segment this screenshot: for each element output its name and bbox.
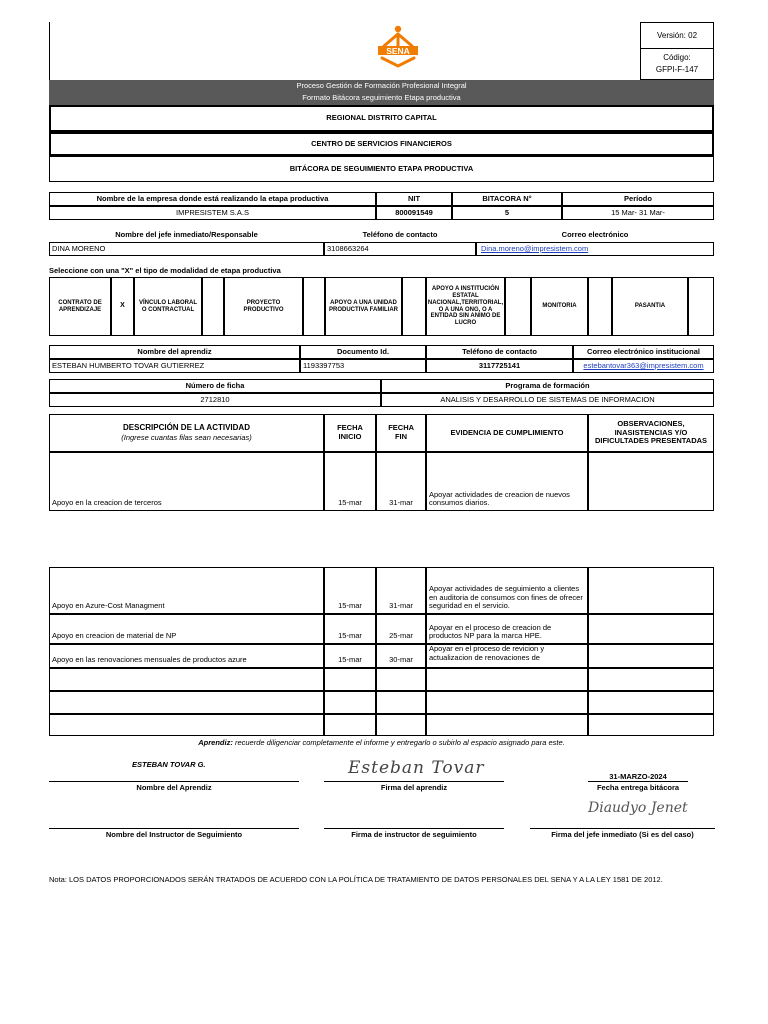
modality-contrato: CONTRATO DE APRENDIZAJE bbox=[49, 277, 111, 336]
reminder-bold: Aprendiz: bbox=[198, 738, 233, 747]
activity-desc-cell: Apoyo en la creacion de terceros bbox=[49, 452, 324, 511]
instructor-signature-label: Firma de instructor de seguimiento bbox=[351, 830, 477, 839]
boss-phone-label: Teléfono de contacto bbox=[362, 230, 438, 239]
apprentice-name-label: Nombre del Aprendiz bbox=[136, 783, 212, 792]
modality-apoyo-institucion: APOYO A INSTITUCIÓN ESTATAL NACIONAL,TERRITORIAL, O A UNA ONG, O A ENTIDAD SIN ANIMO DE LUCRO bbox=[426, 277, 505, 336]
activity-desc-cell: Apoyo en Azure-Cost Managment bbox=[49, 567, 324, 614]
boss-email-link[interactable]: Dina.moreno@impresistem.com bbox=[481, 243, 589, 253]
apprentice-doc-value: 1193397753 bbox=[300, 359, 426, 373]
modality-apoyo-institucion-mark[interactable] bbox=[505, 277, 531, 336]
apprentice-name-value: ESTEBAN HUMBERTO TOVAR GUTIERREZ bbox=[49, 359, 300, 373]
apprentice-name-label: Nombre del aprendiz bbox=[49, 345, 300, 359]
activity-empty-cell[interactable] bbox=[324, 691, 376, 714]
activity-evidence-cell: Apoyar en el proceso de creacion de productos NP para la marca HPE. bbox=[426, 614, 588, 644]
activity-empty-cell[interactable] bbox=[376, 714, 426, 736]
activity-empty-cell[interactable] bbox=[426, 714, 588, 736]
regional-title: REGIONAL DISTRITO CAPITAL bbox=[49, 105, 714, 132]
instructor-signature-line bbox=[324, 828, 504, 829]
activity-empty-cell[interactable] bbox=[376, 668, 426, 691]
activity-end-cell: 31-mar bbox=[376, 567, 426, 614]
modality-pasantia-mark[interactable] bbox=[688, 277, 714, 336]
version-divider bbox=[640, 48, 714, 49]
centro-title: CENTRO DE SERVICIOS FINANCIEROS bbox=[49, 132, 714, 156]
delivery-date-label: Fecha entrega bitácora bbox=[596, 783, 680, 792]
instructor-name-label: Nombre del Instructor de Seguimiento bbox=[105, 830, 243, 839]
delivery-date-line bbox=[588, 781, 688, 782]
program-value: ANALISIS Y DESARROLLO DE SISTEMAS DE INFORMACION bbox=[381, 393, 714, 407]
modality-contrato-mark[interactable]: X bbox=[111, 277, 134, 336]
sena-logo-text: SENA bbox=[386, 46, 410, 56]
activity-empty-cell[interactable] bbox=[376, 691, 426, 714]
activity-empty-cell[interactable] bbox=[426, 691, 588, 714]
apprentice-phone-value: 3117725141 bbox=[426, 359, 573, 373]
apprentice-doc-label: Documento Id. bbox=[300, 345, 426, 359]
modality-vinculo-mark[interactable] bbox=[202, 277, 224, 336]
boss-signature: Diaudyo Jenet bbox=[588, 800, 688, 816]
apprentice-email-label: Correo electrónico institucional bbox=[573, 345, 714, 359]
activity-end-header: FECHA FIN bbox=[376, 414, 426, 452]
activity-empty-cell[interactable] bbox=[588, 668, 714, 691]
activity-obs-header: OBSERVACIONES, INASISTENCIAS Y/O DIFICULTADES PRESENTADAS bbox=[588, 414, 714, 452]
ficha-value: 2712810 bbox=[49, 393, 381, 407]
activity-start-cell: 15-mar bbox=[324, 614, 376, 644]
sena-logo bbox=[374, 24, 422, 68]
boss-signature-line bbox=[530, 828, 715, 829]
activity-obs-cell bbox=[588, 452, 714, 511]
activity-evidence-cell: Apoyar actividades de seguimiento a clientes en auditoria de consumos con fines de ofrecer seguridad en el servicio. bbox=[426, 567, 588, 614]
activity-start-cell: 15-mar bbox=[324, 452, 376, 511]
modality-monitoria: MONITORIA bbox=[531, 277, 588, 336]
apprentice-email-value[interactable] bbox=[573, 359, 714, 373]
modality-monitoria-mark[interactable] bbox=[588, 277, 612, 336]
ficha-label: Número de ficha bbox=[49, 379, 381, 393]
activity-desc-label: DESCRIPCIÓN DE LA ACTIVIDAD bbox=[123, 423, 250, 433]
modality-pasantia: PASANTIA bbox=[612, 277, 688, 336]
activity-evidence-header: EVIDENCIA DE CUMPLIMIENTO bbox=[426, 414, 588, 452]
boss-email-value[interactable] bbox=[476, 242, 714, 256]
boss-email-label: Correo electrónico bbox=[561, 230, 629, 239]
activity-desc-header bbox=[49, 414, 324, 452]
apprentice-email-link[interactable]: estebantovar363@impresistem.com bbox=[583, 360, 704, 370]
activity-end-cell: 25-mar bbox=[376, 614, 426, 644]
activity-evidence-cell: Apoyar actividades de creacion de nuevos consumos diarios. bbox=[426, 452, 588, 511]
periodo-label: Período bbox=[562, 192, 714, 206]
program-label: Programa de formación bbox=[381, 379, 714, 393]
header-left-border bbox=[49, 22, 50, 80]
apprentice-signature: Esteban Tovar bbox=[348, 758, 485, 778]
modality-proyecto-mark[interactable] bbox=[303, 277, 325, 336]
activity-start-cell: 15-mar bbox=[324, 644, 376, 668]
activity-empty-cell[interactable] bbox=[49, 668, 324, 691]
activity-empty-cell[interactable] bbox=[49, 691, 324, 714]
code-value: GFPI-F-147 bbox=[655, 65, 699, 74]
activity-obs-cell bbox=[588, 644, 714, 668]
boss-signature-label: Firma del jefe inmediato (Si es del caso) bbox=[551, 830, 694, 839]
code-label: Código: bbox=[663, 53, 691, 62]
modality-vinculo: VÍNCULO LABORAL O CONTRACTUAL bbox=[134, 277, 202, 336]
activity-desc-sublabel: (Ingrese cuantas filas sean necesarias) bbox=[121, 433, 252, 443]
activity-start-cell: 15-mar bbox=[324, 567, 376, 614]
reminder-body: recuerde diligenciar completamente el informe y entregarlo o subirlo al espacio asignado para este. bbox=[234, 738, 565, 747]
activity-desc-cell: Apoyo en creacion de material de NP bbox=[49, 614, 324, 644]
activity-obs-cell bbox=[588, 567, 714, 614]
nit-label: NIT bbox=[376, 192, 452, 206]
instructor-name-line bbox=[49, 828, 299, 829]
periodo-value: 15 Mar- 31 Mar- bbox=[562, 206, 714, 220]
reminder-text bbox=[49, 738, 714, 747]
apprentice-name-line bbox=[49, 781, 299, 782]
apprentice-signature-label: Firma del aprendiz bbox=[380, 783, 448, 792]
activity-start-header: FECHA INICIO bbox=[324, 414, 376, 452]
apprentice-phone-label: Teléfono de contacto bbox=[426, 345, 573, 359]
activity-obs-cell bbox=[588, 614, 714, 644]
company-name-value: IMPRESISTEM S.A.S bbox=[49, 206, 376, 220]
activity-evidence-cell: Apoyar en el proceso de revicion y actualizacion de renovaciones de bbox=[426, 644, 588, 668]
modality-apoyo-unidad: APOYO A UNA UNIDAD PRODUCTIVA FAMILIAR bbox=[325, 277, 402, 336]
company-name-label: Nombre de la empresa donde está realizando la etapa productiva bbox=[49, 192, 376, 206]
activity-empty-cell[interactable] bbox=[426, 668, 588, 691]
nit-value: 800091549 bbox=[376, 206, 452, 220]
activity-empty-cell[interactable] bbox=[324, 668, 376, 691]
process-banner bbox=[49, 80, 714, 105]
boss-phone-value: 3108663264 bbox=[324, 242, 476, 256]
boss-name-value: DINA MORENO bbox=[49, 242, 324, 256]
format-title: Formato Bitácora seguimiento Etapa productiva bbox=[302, 93, 461, 102]
modality-prompt: Seleccione con una "X" el tipo de modalidad de etapa productiva bbox=[49, 266, 281, 275]
bitacora-number-label: BITACORA N° bbox=[452, 192, 562, 206]
process-title: Proceso Gestión de Formación Profesional Integral bbox=[296, 81, 467, 90]
bitacora-title: BITÁCORA DE SEGUIMIENTO ETAPA PRODUCTIVA bbox=[49, 156, 714, 182]
modality-proyecto: PROYECTO PRODUCTIVO bbox=[224, 277, 303, 336]
activity-empty-cell[interactable] bbox=[324, 714, 376, 736]
activity-empty-cell[interactable] bbox=[588, 714, 714, 736]
bitacora-number-value: 5 bbox=[452, 206, 562, 220]
activity-desc-cell: Apoyo en las renovaciones mensuales de productos azure bbox=[49, 644, 324, 668]
activity-empty-cell[interactable] bbox=[588, 691, 714, 714]
activity-end-cell: 31-mar bbox=[376, 452, 426, 511]
version-label: Versión: 02 bbox=[656, 31, 698, 40]
modality-apoyo-unidad-mark[interactable] bbox=[402, 277, 426, 336]
boss-name-label: Nombre del jefe inmediato/Responsable bbox=[115, 230, 258, 239]
activity-empty-cell[interactable] bbox=[49, 714, 324, 736]
delivery-date: 31-MARZO-2024 bbox=[609, 772, 667, 781]
activity-end-cell: 30-mar bbox=[376, 644, 426, 668]
apprentice-signature-name: ESTEBAN TOVAR G. bbox=[132, 760, 206, 769]
apprentice-signature-line bbox=[324, 781, 504, 782]
privacy-note: Nota: LOS DATOS PROPORCIONADOS SERÁN TRATADOS DE ACUERDO CON LA POLÍTICA DE TRATAMIENTO DE DATOS PERSONALES DEL SENA Y A LA LEY 1581 DE 2012. bbox=[49, 875, 663, 884]
